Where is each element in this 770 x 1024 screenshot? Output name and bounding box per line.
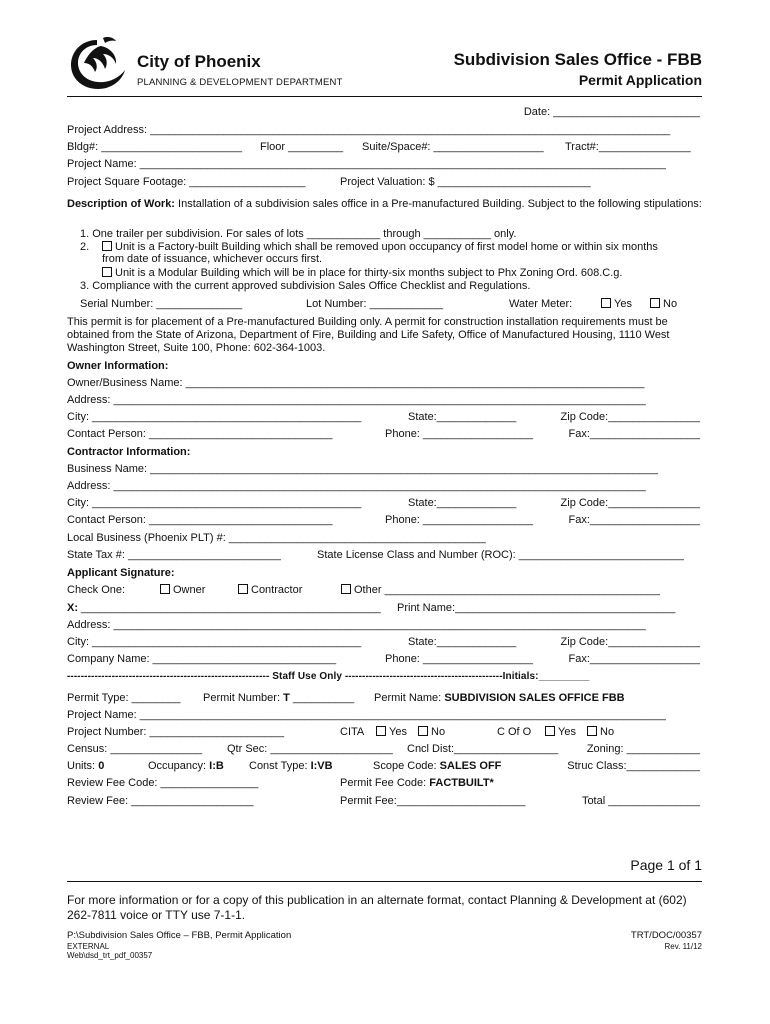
units-label: Units: — [67, 760, 96, 772]
owner-city-field[interactable]: City: ____________________________________________ — [67, 411, 362, 423]
contractor-state-field[interactable]: State:_____________ — [408, 497, 517, 509]
signature-line[interactable]: _________________________________________________ — [81, 602, 381, 614]
stipulation-2-number: 2. — [80, 241, 90, 253]
scope-code-field — [373, 760, 501, 772]
c-of-o-yes[interactable] — [545, 726, 576, 738]
contractor-address-field[interactable]: Address: _______________________________________________________________________________________ — [67, 480, 646, 492]
footer-doc-code: TRT/DOC/00357 — [630, 930, 702, 941]
permit-name-label: Permit Name: — [374, 692, 442, 704]
other-option-label: Other _____________________________________________ — [354, 584, 660, 596]
cita-no-label: No — [431, 726, 446, 738]
permit-number-label: Permit Number: — [203, 692, 281, 704]
water-meter-yes-label: Yes — [614, 298, 632, 310]
water-meter-label: Water Meter: — [509, 298, 573, 310]
owner-phone-field[interactable]: Phone: __________________ — [385, 428, 534, 440]
suite-field[interactable]: Suite/Space#: __________________ — [362, 141, 544, 153]
check-one-label: Check One: — [67, 584, 126, 596]
units-field — [67, 760, 104, 772]
cita-yes[interactable] — [376, 726, 407, 738]
review-fee-code-field[interactable]: Review Fee Code: ________________ — [67, 777, 259, 789]
lot-number-field[interactable]: Lot Number: ____________ — [306, 298, 443, 310]
applicant-address-field[interactable]: Address: _______________________________________________________________________________________ — [67, 619, 646, 631]
owner-state-field[interactable]: State:_____________ — [408, 411, 517, 423]
water-meter-no-checkbox[interactable] — [650, 298, 660, 308]
applicant-fax-field[interactable]: Fax:__________________ — [568, 653, 700, 665]
valuation-field[interactable]: Project Valuation: $ _________________________ — [340, 176, 591, 188]
project-name-field[interactable]: Project Name: ______________________________________________________________________________________ — [67, 158, 666, 170]
applicant-zip-field[interactable]: Zip Code:_______________ — [560, 636, 700, 648]
owner-address-field[interactable]: Address: _______________________________________________________________________________________ — [67, 394, 646, 406]
review-fee-field[interactable]: Review Fee: ____________________ — [67, 795, 254, 807]
stipulation-1: 1. One trailer per subdivision. For sales of lots ____________ through ___________ only. — [80, 228, 517, 240]
owner-fax-field[interactable]: Fax:__________________ — [568, 428, 700, 440]
water-meter-yes[interactable] — [601, 298, 632, 310]
footer-info: For more information or for a copy of this publication in an alternate format, contact Planning & Development at (602) 262-7811 voice or TTY use 7-1-1. — [67, 893, 687, 922]
date-field[interactable]: Date: ________________________ — [523, 106, 700, 118]
scope-code-label: Scope Code: — [373, 760, 437, 772]
qtr-sec-field[interactable]: Qtr Sec: ____________________ — [227, 743, 393, 755]
serial-number-field[interactable]: Serial Number: ______________ — [80, 298, 243, 310]
contractor-heading: Contractor Information: — [67, 446, 191, 458]
owner-checkbox[interactable] — [160, 584, 170, 594]
const-type-field — [249, 760, 333, 772]
struc-class-field[interactable]: Struc Class:____________ — [567, 760, 700, 772]
cita-no-checkbox[interactable] — [418, 726, 428, 736]
page-number: Page 1 of 1 — [630, 857, 702, 873]
owner-zip-field[interactable]: Zip Code:_______________ — [560, 411, 700, 423]
applicant-phone-field[interactable]: Phone: __________________ — [385, 653, 534, 665]
applicant-state-field[interactable]: State:_____________ — [408, 636, 517, 648]
permit-type-field[interactable]: Permit Type: ________ — [67, 692, 181, 704]
applicant-other-option[interactable] — [341, 584, 660, 596]
state-license-field[interactable]: State License Class and Number (ROC): ___________________________ — [317, 549, 684, 561]
cncl-dist-field[interactable]: Cncl Dist:_________________ — [407, 743, 559, 755]
phoenix-plt-field[interactable]: Local Business (Phoenix PLT) #: __________________________________________ — [67, 532, 486, 544]
contractor-city-field[interactable]: City: ____________________________________________ — [67, 497, 362, 509]
c-of-o-no-label: No — [600, 726, 615, 738]
header-divider — [67, 96, 702, 97]
permit-fee-code-label: Permit Fee Code: — [340, 777, 427, 789]
stipulation-2b-text: Unit is a Modular Building which will be in place for thirty-six months subject to Phx Zoning Ord. 608.C.g. — [115, 267, 623, 279]
footer-web-path: Web\dsd_trt_pdf_00357 — [67, 951, 153, 960]
census-field[interactable]: Census: _______________ — [67, 743, 203, 755]
print-name-field[interactable]: Print Name:____________________________________ — [397, 602, 676, 614]
cita-label: CITA — [340, 726, 365, 738]
manufactured-building-notice: This permit is for placement of a Pre-manufactured Building only. A permit for construction installation requirements must be obtained from the State of Arizona, Department of Fire, Building and Life Safety, Office of Manufactured Housing, 1110 West Washington Street, Suite 100, Phone: 602-364-1003. — [67, 316, 670, 354]
occupancy-label: Occupancy: — [148, 760, 207, 772]
contractor-option-label: Contractor — [251, 584, 303, 596]
permit-fee-field[interactable]: Permit Fee:_____________________ — [340, 795, 526, 807]
c-of-o-yes-label: Yes — [558, 726, 576, 738]
contractor-business-field[interactable]: Business Name: ___________________________________________________________________________________ — [67, 463, 658, 475]
signature-x-label: X: — [67, 602, 78, 614]
project-number-field[interactable]: Project Number: ______________________ — [67, 726, 285, 738]
cita-no[interactable] — [418, 726, 445, 738]
org-name: City of Phoenix — [137, 52, 261, 71]
c-of-o-yes-checkbox[interactable] — [545, 726, 555, 736]
permit-name-value: SUBDIVISION SALES OFFICE FBB — [444, 692, 625, 704]
bldg-field[interactable]: Bldg#: _______________________ — [67, 141, 242, 153]
footer-revision: Rev. 11/12 — [664, 942, 702, 951]
description-label: Description of Work: — [67, 198, 175, 210]
permit-name-field — [374, 692, 625, 704]
stipulation-2a — [102, 241, 658, 253]
c-of-o-label: C Of O — [497, 726, 532, 738]
stipulation-2a-text: Unit is a Factory-built Building which shall be removed upon occupancy of first model home or within six months — [115, 241, 658, 253]
owner-contact-field[interactable]: Contact Person: ______________________________ — [67, 428, 333, 440]
applicant-heading: Applicant Signature: — [67, 567, 175, 579]
applicant-city-field[interactable]: City: ____________________________________________ — [67, 636, 362, 648]
permit-fee-code-value: FACTBUILT* — [429, 777, 494, 789]
contractor-fax-field[interactable]: Fax:__________________ — [568, 514, 700, 526]
factory-built-checkbox[interactable] — [102, 241, 112, 251]
contractor-zip-field[interactable]: Zip Code:_______________ — [560, 497, 700, 509]
other-checkbox[interactable] — [341, 584, 351, 594]
contractor-checkbox[interactable] — [238, 584, 248, 594]
permit-fee-code-field — [340, 777, 494, 789]
footer-external: EXTERNAL — [67, 942, 110, 951]
permit-number-value: T — [283, 692, 290, 704]
city-logo — [67, 34, 129, 95]
c-of-o-no-checkbox[interactable] — [587, 726, 597, 736]
water-meter-no-label: No — [663, 298, 678, 310]
stipulation-2b — [102, 267, 622, 279]
description-of-work — [67, 198, 702, 211]
applicant-owner-option[interactable] — [160, 584, 205, 596]
total-field[interactable]: Total _______________ — [581, 795, 700, 807]
c-of-o-no[interactable] — [587, 726, 614, 738]
const-type-value: I:VB — [310, 760, 333, 772]
stipulation-2a-cont: from date of issuance, whichever occurs first. — [102, 253, 323, 265]
units-value: 0 — [98, 760, 105, 772]
page-title: Subdivision Sales Office - FBB — [453, 50, 702, 69]
footer-file-path: P:\Subdivision Sales Office – FBB, Permit Application — [67, 930, 292, 941]
applicant-contractor-option[interactable] — [238, 584, 302, 596]
scope-code-value: SALES OFF — [439, 760, 502, 772]
footer-divider — [67, 881, 702, 882]
contractor-phone-field[interactable]: Phone: __________________ — [385, 514, 534, 526]
floor-field[interactable]: Floor _________ — [260, 141, 344, 153]
water-meter-yes-checkbox[interactable] — [601, 298, 611, 308]
water-meter-no[interactable] — [650, 298, 677, 310]
page-subtitle: Permit Application — [578, 72, 702, 88]
company-name-field[interactable]: Company Name: ______________________________ — [67, 653, 337, 665]
owner-business-field[interactable]: Owner/Business Name: ___________________________________________________________________________ — [67, 377, 645, 389]
modular-building-checkbox[interactable] — [102, 267, 112, 277]
tract-field[interactable]: Tract#:_______________ — [565, 141, 691, 153]
stipulation-3: 3. Compliance with the current approved subdivision Sales Office Checklist and Regulations. — [80, 280, 531, 292]
state-tax-field[interactable]: State Tax #: _________________________ — [67, 549, 281, 561]
description-text: Installation of a subdivision sales office in a Pre-manufactured Building. Subject to the following stipulations: — [178, 198, 702, 210]
square-footage-field[interactable]: Project Square Footage: ___________________ — [67, 176, 306, 188]
zoning-field[interactable]: Zoning: ____________ — [586, 743, 700, 755]
contractor-contact-field[interactable]: Contact Person: ______________________________ — [67, 514, 333, 526]
occupancy-value: I:B — [209, 760, 224, 772]
cita-yes-checkbox[interactable] — [376, 726, 386, 736]
owner-option-label: Owner — [173, 584, 206, 596]
permit-number-line: __________ — [292, 692, 355, 704]
department-name: PLANNING & DEVELOPMENT DEPARTMENT — [137, 77, 343, 88]
occupancy-field — [148, 760, 224, 772]
permit-number-field[interactable] — [203, 692, 354, 704]
staff-project-name-field[interactable]: Project Name: ______________________________________________________________________________________ — [67, 709, 666, 721]
const-type-label: Const Type: — [249, 760, 308, 772]
staff-use-divider: ----------------------------------------------------------- Staff Use Only ----------------------------------------------Initials:_________ — [67, 671, 590, 682]
project-address-field[interactable]: Project Address: _____________________________________________________________________________________ — [67, 124, 671, 136]
cita-yes-label: Yes — [389, 726, 407, 738]
owner-heading: Owner Information: — [67, 360, 169, 372]
